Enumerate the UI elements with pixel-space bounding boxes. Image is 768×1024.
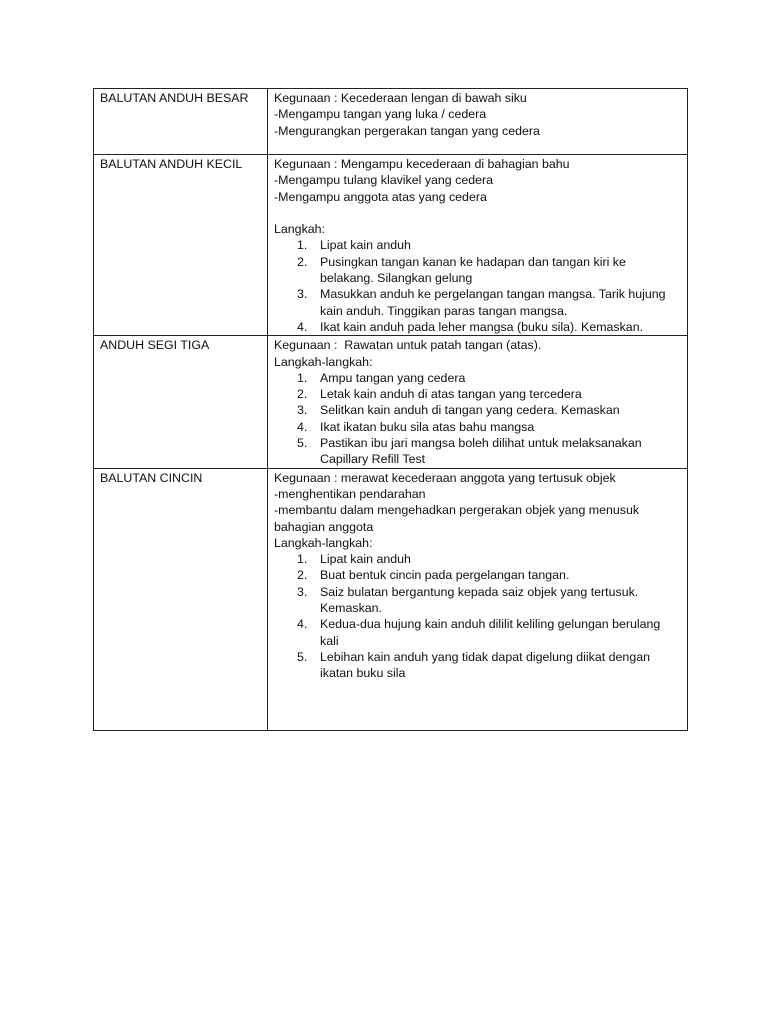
step-number: 4. xyxy=(297,419,308,434)
list-item xyxy=(274,435,681,468)
steps-list xyxy=(274,370,681,468)
table-row xyxy=(94,468,688,730)
list-item xyxy=(274,419,681,435)
bandage-name: BALUTAN ANDUH BESAR xyxy=(100,91,249,105)
bandage-name: ANDUH SEGI TIGA xyxy=(100,338,210,353)
step-text: Selitkan kain anduh di tangan yang cedera. Kemaskan xyxy=(320,403,620,418)
step-text: Lipat kain anduh xyxy=(320,552,411,567)
list-item xyxy=(274,616,681,649)
step-text: Letak kain anduh di atas tangan yang tercedera xyxy=(320,387,582,402)
bandage-detail-cell xyxy=(268,468,688,730)
step-text: Kedua-dua hujung kain anduh dililit keliling gelungan berulang kali xyxy=(320,617,661,648)
list-item xyxy=(274,254,681,287)
list-item xyxy=(274,567,681,583)
list-item xyxy=(274,386,681,402)
usage-line: -menghentikan pendarahan xyxy=(274,486,426,501)
table-row xyxy=(94,155,688,336)
step-text: Lebihan kain anduh yang tidak dapat digelung diikat dengan ikatan buku sila xyxy=(320,649,650,681)
bandage-table xyxy=(93,88,688,731)
step-text: Saiz bulatan bergantung kepada saiz objek yang tertusuk. Kemaskan. xyxy=(320,584,639,616)
bandage-name-cell xyxy=(94,468,268,730)
step-text: Ikat ikatan buku sila atas bahu mangsa xyxy=(320,419,535,434)
usage-line: -Mengampu anggota atas yang cedera xyxy=(274,189,487,204)
list-item xyxy=(274,286,681,319)
steps-title: Langkah: xyxy=(274,222,325,237)
usage-line: Kegunaan : merawat kecederaan anggota yang tertusuk objek xyxy=(274,470,616,485)
bandage-name-cell xyxy=(94,336,268,468)
steps-list xyxy=(274,237,681,335)
list-item xyxy=(274,649,681,682)
step-number: 1. xyxy=(297,238,308,253)
bandage-name: BALUTAN CINCIN xyxy=(100,470,203,485)
step-number: 2. xyxy=(297,254,308,269)
step-text: Masukkan anduh ke pergelangan tangan mangsa. Tarik hujung kain anduh. Tinggikan paras tangan mangsa. xyxy=(320,287,666,318)
step-text: Ampu tangan yang cedera xyxy=(320,370,466,385)
step-number: 1. xyxy=(297,370,308,385)
bandage-detail-cell xyxy=(268,155,688,336)
step-text: Lipat kain anduh xyxy=(320,238,411,253)
step-text: Pastikan ibu jari mangsa boleh dilihat untuk melaksanakan Capillary Refill Test xyxy=(320,436,642,467)
step-text: Buat bentuk cincin pada pergelangan tangan. xyxy=(320,568,570,583)
list-item xyxy=(274,551,681,567)
step-text: Ikat kain anduh pada leher mangsa (buku sila). Kemaskan. xyxy=(320,319,644,334)
bandage-name-cell xyxy=(94,155,268,336)
step-number: 4. xyxy=(297,319,308,334)
list-item xyxy=(274,319,681,335)
step-number: 4. xyxy=(297,617,308,632)
bandage-name: BALUTAN ANDUH KECIL xyxy=(100,157,243,171)
step-number: 1. xyxy=(297,552,308,567)
usage-line: Kegunaan : Kecederaan lengan di bawah siku xyxy=(274,91,527,105)
blank-line xyxy=(274,205,681,221)
table-row xyxy=(94,89,688,155)
bandage-detail-cell xyxy=(268,89,688,155)
step-number: 2. xyxy=(297,387,308,402)
list-item xyxy=(274,237,681,253)
list-item xyxy=(274,402,681,418)
step-text: Pusingkan tangan kanan ke hadapan dan tangan kiri ke belakang. Silangkan gelung xyxy=(320,254,626,286)
usage-line: -membantu dalam mengehadkan pergerakan objek yang menusuk bahagian anggota xyxy=(274,503,643,534)
steps-title: Langkah-langkah: xyxy=(274,535,373,550)
bandage-name-cell xyxy=(94,89,268,155)
step-number: 5. xyxy=(297,649,308,664)
step-number: 5. xyxy=(297,436,308,451)
table-row xyxy=(94,336,688,468)
usage-line: Kegunaan : Rawatan untuk patah tangan (atas). xyxy=(274,338,542,353)
usage-line: -Mengurangkan pergerakan tangan yang cedera xyxy=(274,123,540,138)
step-number: 3. xyxy=(297,287,308,302)
step-number: 3. xyxy=(297,584,308,599)
bandage-detail-cell xyxy=(268,336,688,468)
step-number: 2. xyxy=(297,568,308,583)
usage-line: Kegunaan : Mengampu kecederaan di bahagian bahu xyxy=(274,157,570,171)
usage-line: -Mengampu tulang klavikel yang cedera xyxy=(274,173,494,188)
steps-list xyxy=(274,551,681,681)
list-item xyxy=(274,370,681,386)
list-item xyxy=(274,584,681,617)
step-number: 3. xyxy=(297,403,308,418)
usage-line: -Mengampu tangan yang luka / cedera xyxy=(274,107,487,122)
steps-title: Langkah-langkah: xyxy=(274,354,373,369)
